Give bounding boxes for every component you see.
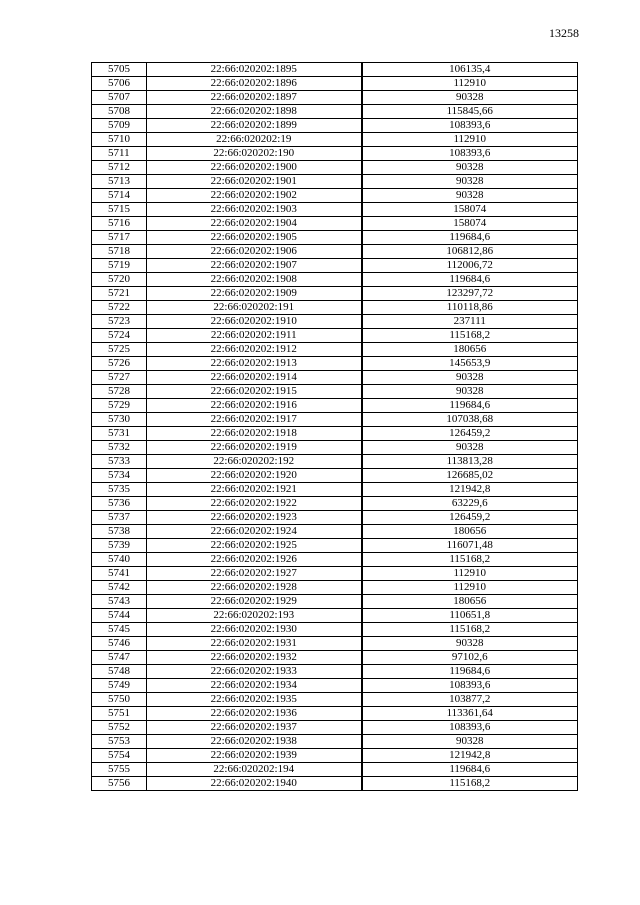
value-cell: 119684,6 [362, 665, 578, 679]
table-row [92, 721, 578, 735]
row-number-cell: 5743 [92, 595, 147, 609]
table-row [92, 469, 578, 483]
row-number-cell: 5717 [92, 231, 147, 245]
value-cell: 110651,8 [362, 609, 578, 623]
row-number-cell: 5745 [92, 623, 147, 637]
value-cell: 112006,72 [362, 259, 578, 273]
table-row [92, 497, 578, 511]
value-cell: 90328 [362, 385, 578, 399]
cadastral-number-cell: 22:66:020202:1908 [147, 273, 362, 287]
table-row [92, 105, 578, 119]
cadastral-number-cell: 22:66:020202:194 [147, 763, 362, 777]
row-number-cell: 5723 [92, 315, 147, 329]
cadastral-number-cell: 22:66:020202:1918 [147, 427, 362, 441]
value-cell: 145653,9 [362, 357, 578, 371]
table-row [92, 637, 578, 651]
table-row [92, 665, 578, 679]
table-row [92, 539, 578, 553]
row-number-cell: 5752 [92, 721, 147, 735]
cadastral-number-cell: 22:66:020202:1901 [147, 175, 362, 189]
cadastral-number-cell: 22:66:020202:1925 [147, 539, 362, 553]
cadastral-number-cell: 22:66:020202:1938 [147, 735, 362, 749]
value-cell: 121942,8 [362, 483, 578, 497]
table-row [92, 581, 578, 595]
value-cell: 115168,2 [362, 623, 578, 637]
page-number: 13258 [549, 26, 579, 40]
row-number-cell: 5709 [92, 119, 147, 133]
cadastral-number-cell: 22:66:020202:1915 [147, 385, 362, 399]
cadastral-number-cell: 22:66:020202:1916 [147, 399, 362, 413]
value-cell: 90328 [362, 91, 578, 105]
cadastral-number-cell: 22:66:020202:1898 [147, 105, 362, 119]
cadastral-number-cell: 22:66:020202:1939 [147, 749, 362, 763]
row-number-cell: 5756 [92, 777, 147, 791]
table-row [92, 259, 578, 273]
table-row [92, 231, 578, 245]
table-row [92, 343, 578, 357]
cadastral-number-cell: 22:66:020202:1917 [147, 413, 362, 427]
row-number-cell: 5738 [92, 525, 147, 539]
cadastral-number-cell: 22:66:020202:1927 [147, 567, 362, 581]
table-row [92, 525, 578, 539]
value-cell: 119684,6 [362, 231, 578, 245]
value-cell: 119684,6 [362, 273, 578, 287]
cadastral-number-cell: 22:66:020202:1935 [147, 693, 362, 707]
value-cell: 180656 [362, 525, 578, 539]
value-cell: 90328 [362, 735, 578, 749]
table-row [92, 399, 578, 413]
cadastral-number-cell: 22:66:020202:19 [147, 133, 362, 147]
row-number-cell: 5733 [92, 455, 147, 469]
row-number-cell: 5721 [92, 287, 147, 301]
value-cell: 115168,2 [362, 553, 578, 567]
value-cell: 90328 [362, 175, 578, 189]
row-number-cell: 5718 [92, 245, 147, 259]
value-cell: 113813,28 [362, 455, 578, 469]
value-cell: 119684,6 [362, 399, 578, 413]
table-row [92, 455, 578, 469]
row-number-cell: 5727 [92, 371, 147, 385]
table-row [92, 483, 578, 497]
table-row [92, 651, 578, 665]
value-cell: 106812,86 [362, 245, 578, 259]
table-row [92, 245, 578, 259]
cadastral-number-cell: 22:66:020202:1899 [147, 119, 362, 133]
table-row [92, 385, 578, 399]
table-row [92, 175, 578, 189]
value-cell: 126459,2 [362, 511, 578, 525]
cadastral-number-cell: 22:66:020202:1906 [147, 245, 362, 259]
table-row [92, 777, 578, 791]
value-cell: 97102,6 [362, 651, 578, 665]
cadastral-number-cell: 22:66:020202:1940 [147, 777, 362, 791]
cadastral-number-cell: 22:66:020202:1907 [147, 259, 362, 273]
cadastral-number-cell: 22:66:020202:1914 [147, 371, 362, 385]
table-row [92, 147, 578, 161]
row-number-cell: 5747 [92, 651, 147, 665]
cadastral-number-cell: 22:66:020202:1937 [147, 721, 362, 735]
value-cell: 106135,4 [362, 63, 578, 77]
value-cell: 121942,8 [362, 749, 578, 763]
table-row [92, 427, 578, 441]
cadastral-number-cell: 22:66:020202:1900 [147, 161, 362, 175]
value-cell: 90328 [362, 637, 578, 651]
table-row [92, 735, 578, 749]
value-cell: 112910 [362, 581, 578, 595]
cadastral-number-cell: 22:66:020202:1910 [147, 315, 362, 329]
row-number-cell: 5728 [92, 385, 147, 399]
value-cell: 237111 [362, 315, 578, 329]
cadastral-number-cell: 22:66:020202:1931 [147, 637, 362, 651]
cadastral-number-cell: 22:66:020202:1912 [147, 343, 362, 357]
row-number-cell: 5708 [92, 105, 147, 119]
value-cell: 113361,64 [362, 707, 578, 721]
cadastral-number-cell: 22:66:020202:192 [147, 455, 362, 469]
value-cell: 90328 [362, 161, 578, 175]
table-row [92, 77, 578, 91]
row-number-cell: 5751 [92, 707, 147, 721]
table-row [92, 301, 578, 315]
value-cell: 126685,02 [362, 469, 578, 483]
cadastral-number-cell: 22:66:020202:1933 [147, 665, 362, 679]
row-number-cell: 5722 [92, 301, 147, 315]
table-body [92, 63, 578, 791]
row-number-cell: 5734 [92, 469, 147, 483]
row-number-cell: 5755 [92, 763, 147, 777]
table-row [92, 707, 578, 721]
cadastral-number-cell: 22:66:020202:1936 [147, 707, 362, 721]
row-number-cell: 5753 [92, 735, 147, 749]
value-cell: 108393,6 [362, 147, 578, 161]
table-row [92, 693, 578, 707]
cadastral-number-cell: 22:66:020202:1930 [147, 623, 362, 637]
table-row [92, 119, 578, 133]
table-row [92, 161, 578, 175]
value-cell: 108393,6 [362, 721, 578, 735]
value-cell: 108393,6 [362, 119, 578, 133]
row-number-cell: 5742 [92, 581, 147, 595]
row-number-cell: 5744 [92, 609, 147, 623]
table-row [92, 749, 578, 763]
row-number-cell: 5732 [92, 441, 147, 455]
table-row [92, 609, 578, 623]
cadastral-number-cell: 22:66:020202:1911 [147, 329, 362, 343]
row-number-cell: 5739 [92, 539, 147, 553]
table-row [92, 679, 578, 693]
row-number-cell: 5729 [92, 399, 147, 413]
table-row [92, 511, 578, 525]
value-cell: 119684,6 [362, 763, 578, 777]
value-cell: 158074 [362, 203, 578, 217]
value-cell: 63229,6 [362, 497, 578, 511]
cadastral-number-cell: 22:66:020202:1895 [147, 63, 362, 77]
value-cell: 116071,48 [362, 539, 578, 553]
table-row [92, 371, 578, 385]
row-number-cell: 5720 [92, 273, 147, 287]
value-cell: 107038,68 [362, 413, 578, 427]
row-number-cell: 5715 [92, 203, 147, 217]
table-row [92, 217, 578, 231]
value-cell: 126459,2 [362, 427, 578, 441]
table-row [92, 329, 578, 343]
value-cell: 115168,2 [362, 777, 578, 791]
row-number-cell: 5731 [92, 427, 147, 441]
value-cell: 112910 [362, 77, 578, 91]
value-cell: 112910 [362, 567, 578, 581]
table-row [92, 63, 578, 77]
row-number-cell: 5711 [92, 147, 147, 161]
table-row [92, 91, 578, 105]
table-row [92, 189, 578, 203]
cadastral-number-cell: 22:66:020202:1928 [147, 581, 362, 595]
value-cell: 115845,66 [362, 105, 578, 119]
cadastral-number-cell: 22:66:020202:1921 [147, 483, 362, 497]
row-number-cell: 5749 [92, 679, 147, 693]
row-number-cell: 5735 [92, 483, 147, 497]
data-table [91, 62, 578, 791]
row-number-cell: 5716 [92, 217, 147, 231]
row-number-cell: 5737 [92, 511, 147, 525]
cadastral-number-cell: 22:66:020202:1909 [147, 287, 362, 301]
cadastral-number-cell: 22:66:020202:1902 [147, 189, 362, 203]
cadastral-number-cell: 22:66:020202:1922 [147, 497, 362, 511]
cadastral-number-cell: 22:66:020202:1913 [147, 357, 362, 371]
row-number-cell: 5724 [92, 329, 147, 343]
cadastral-number-cell: 22:66:020202:1903 [147, 203, 362, 217]
row-number-cell: 5712 [92, 161, 147, 175]
value-cell: 103877,2 [362, 693, 578, 707]
cadastral-number-cell: 22:66:020202:1926 [147, 553, 362, 567]
cadastral-number-cell: 22:66:020202:1924 [147, 525, 362, 539]
value-cell: 90328 [362, 371, 578, 385]
row-number-cell: 5730 [92, 413, 147, 427]
row-number-cell: 5710 [92, 133, 147, 147]
row-number-cell: 5719 [92, 259, 147, 273]
table-row [92, 413, 578, 427]
cadastral-number-cell: 22:66:020202:1929 [147, 595, 362, 609]
cadastral-number-cell: 22:66:020202:1904 [147, 217, 362, 231]
value-cell: 112910 [362, 133, 578, 147]
value-cell: 90328 [362, 441, 578, 455]
value-cell: 90328 [362, 189, 578, 203]
cadastral-number-cell: 22:66:020202:190 [147, 147, 362, 161]
table-row [92, 567, 578, 581]
row-number-cell: 5714 [92, 189, 147, 203]
table-row [92, 287, 578, 301]
value-cell: 123297,72 [362, 287, 578, 301]
table-row [92, 273, 578, 287]
row-number-cell: 5736 [92, 497, 147, 511]
row-number-cell: 5750 [92, 693, 147, 707]
row-number-cell: 5725 [92, 343, 147, 357]
value-cell: 110118,86 [362, 301, 578, 315]
row-number-cell: 5726 [92, 357, 147, 371]
cadastral-number-cell: 22:66:020202:1896 [147, 77, 362, 91]
table-row [92, 553, 578, 567]
table-row [92, 315, 578, 329]
row-number-cell: 5713 [92, 175, 147, 189]
row-number-cell: 5707 [92, 91, 147, 105]
cadastral-number-cell: 22:66:020202:1920 [147, 469, 362, 483]
cadastral-number-cell: 22:66:020202:193 [147, 609, 362, 623]
value-cell: 180656 [362, 595, 578, 609]
cadastral-number-cell: 22:66:020202:1934 [147, 679, 362, 693]
table-row [92, 763, 578, 777]
table-row [92, 133, 578, 147]
cadastral-number-cell: 22:66:020202:1897 [147, 91, 362, 105]
table-row [92, 441, 578, 455]
cadastral-number-cell: 22:66:020202:1905 [147, 231, 362, 245]
table-row [92, 623, 578, 637]
value-cell: 158074 [362, 217, 578, 231]
cadastral-number-cell: 22:66:020202:1919 [147, 441, 362, 455]
row-number-cell: 5705 [92, 63, 147, 77]
value-cell: 108393,6 [362, 679, 578, 693]
row-number-cell: 5754 [92, 749, 147, 763]
row-number-cell: 5706 [92, 77, 147, 91]
row-number-cell: 5748 [92, 665, 147, 679]
row-number-cell: 5741 [92, 567, 147, 581]
table-row [92, 203, 578, 217]
row-number-cell: 5740 [92, 553, 147, 567]
value-cell: 180656 [362, 343, 578, 357]
cadastral-number-cell: 22:66:020202:1923 [147, 511, 362, 525]
value-cell: 115168,2 [362, 329, 578, 343]
table-row [92, 595, 578, 609]
table-row [92, 357, 578, 371]
cadastral-number-cell: 22:66:020202:1932 [147, 651, 362, 665]
row-number-cell: 5746 [92, 637, 147, 651]
cadastral-number-cell: 22:66:020202:191 [147, 301, 362, 315]
